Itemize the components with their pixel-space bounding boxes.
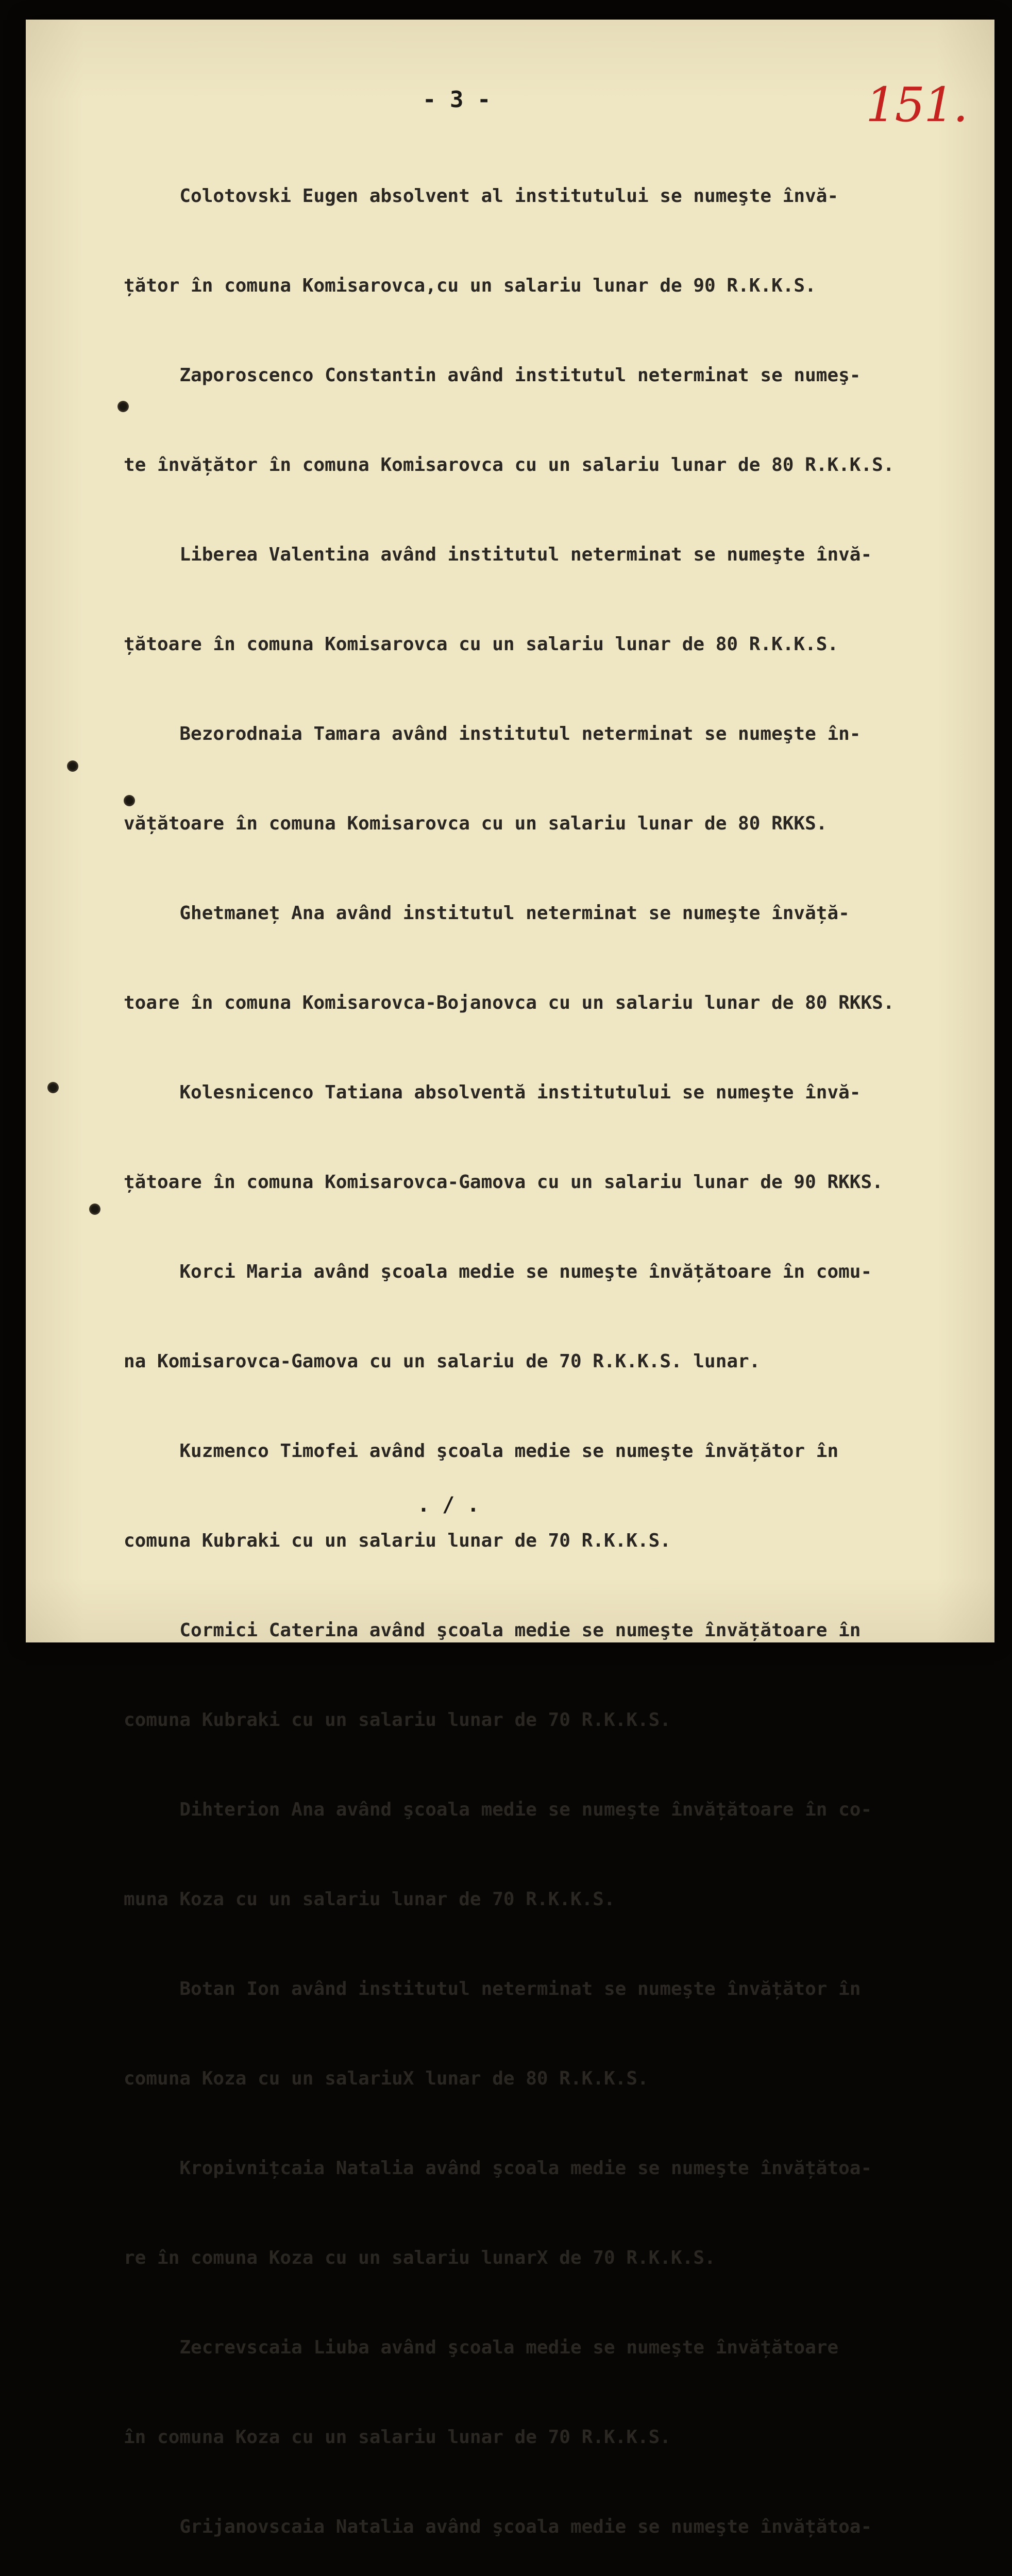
text-line: Kolesnicenco Tatiana absolventă institutului se numeşte învă-	[124, 1082, 861, 1103]
text-line: Liberea Valentina având institutul neterminat se numeşte învă-	[124, 544, 872, 565]
text-line: Bezorodnaia Tamara având institutul neterminat se numeşte în-	[124, 723, 861, 744]
text-line: muna Koza cu un salariu lunar de 70 R.K.K.S.	[124, 1889, 615, 1910]
text-line: țător în comuna Komisarovca,cu un salariu lunar de 90 R.K.K.S.	[124, 275, 816, 296]
text-line: Botan Ion având institutul neterminat se numeşte învățător în	[124, 1978, 861, 1999]
text-line: țătoare în comuna Komisarovca cu un salariu lunar de 80 R.K.K.S.	[124, 634, 839, 655]
text-line: Cormici Caterina având şcoala medie se numeşte învățătoare în	[124, 1620, 861, 1641]
text-line: țătoare în comuna Komisarovca-Gamova cu un salariu lunar de 90 RKKS.	[124, 1172, 883, 1193]
closing-mark: . / .	[417, 1493, 480, 1517]
text-line: te învățător în comuna Komisarovca cu un salariu lunar de 80 R.K.K.S.	[124, 454, 895, 476]
text-line: re în comuna Koza cu un salariu lunarX de 70 R.K.K.S.	[124, 2247, 716, 2268]
punch-hole	[89, 1204, 100, 1215]
text-line: vățătoare în comuna Komisarovca cu un salariu lunar de 80 RKKS.	[124, 813, 828, 834]
text-line: comuna Koza cu un salariuX lunar de 80 R.K.K.S.	[124, 2068, 649, 2089]
text-line: Kuzmenco Timofei având şcoala medie se numeşte învățător în	[124, 1440, 839, 1462]
text-line: Grijanovscaia Natalia având şcoala medie se numeşte învățătoa-	[124, 2516, 872, 2537]
text-line: Kropivnițcaia Natalia având şcoala medie se numeşte învățătoa-	[124, 2158, 872, 2179]
text-line: na Komisarovca-Gamova cu un salariu de 70 R.K.K.S. lunar.	[124, 1351, 761, 1372]
body-text	[124, 122, 969, 2576]
text-line: Dihterion Ana având şcoala medie se numeşte învățătoare în co-	[124, 1799, 872, 1820]
text-line: Ghetmaneț Ana având institutul neterminat se numeşte învăță-	[124, 903, 850, 924]
text-line: comuna Kubraki cu un salariu lunar de 70 R.K.K.S.	[124, 1530, 671, 1551]
text-line: Zaporoscenco Constantin având institutul neterminat se numeş-	[124, 365, 861, 386]
text-line: toare în comuna Komisarovca-Bojanovca cu un salariu lunar de 80 RKKS.	[124, 992, 895, 1013]
text-line: în comuna Koza cu un salariu lunar de 70 R.K.K.S.	[124, 2427, 671, 2448]
page-number: - 3 -	[423, 87, 491, 113]
punch-hole	[47, 1082, 59, 1093]
text-line: Colotovski Eugen absolvent al institutului se numeşte învă-	[124, 185, 839, 207]
text-line: Zecrevscaia Liuba având şcoala medie se numeşte învățătoare	[124, 2337, 839, 2358]
punch-hole	[67, 760, 78, 772]
folio-number: 151.	[866, 77, 967, 132]
text-line: comuna Kubraki cu un salariu lunar de 70 R.K.K.S.	[124, 1709, 671, 1731]
text-line: Korci Maria având şcoala medie se numeşte învățătoare în comu-	[124, 1261, 872, 1282]
